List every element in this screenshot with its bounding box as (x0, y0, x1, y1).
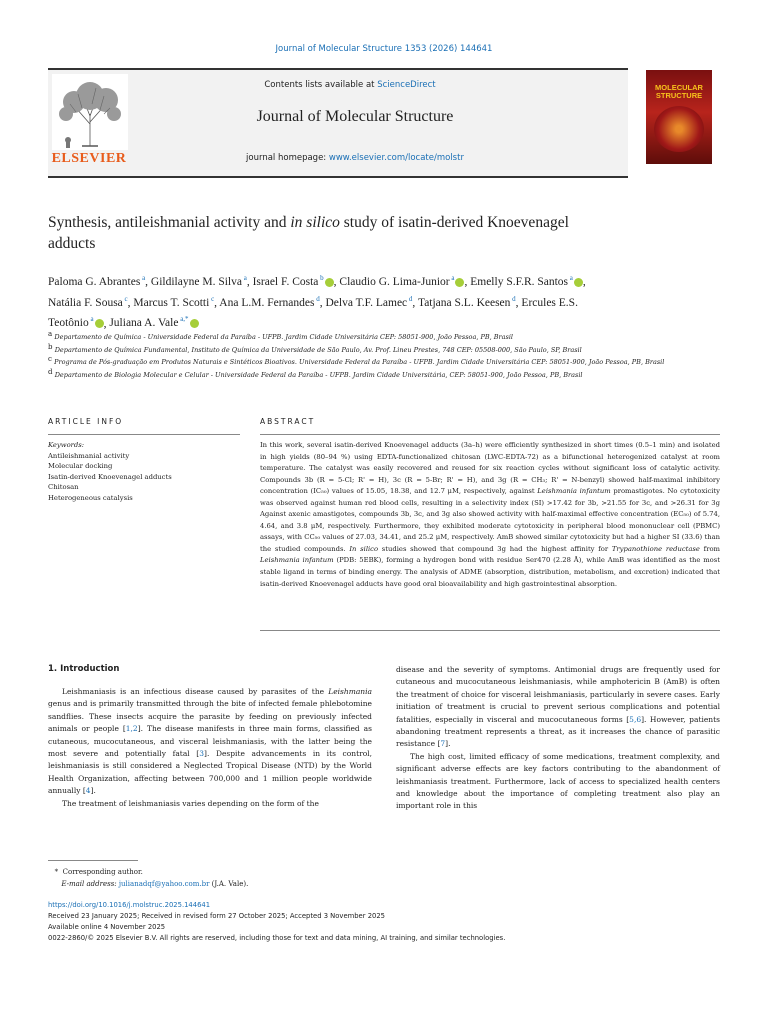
abstract-segment: In this work, several isatin-derived Knoevenagel adducts (3a–h) were efficiently synthesized in short times (0.5–1 min) and isolated in high yields (80–94 %) using EDTA-functionalized chitosan (LWC-EDTA-72) as a bifunctional heterogenized catalyst at room temperature. The catalyst was easily recovered and reused for six reaction cycles without significant loss of catalytic activity. Compounds 3b (R = 5-Cl; R' = H), 3c (R = 5-Br; R' = H), and 3g (R = CH₃; R' = N-benzyl) showed half-maximal inhibitory concentration (IC₅₀) values of 15.05, 18.38, and 12.7 μM, respectively, against (260, 441, 720, 496)
author-affiliation-mark[interactable]: a (88, 315, 94, 324)
author-list (48, 270, 608, 332)
reference-link[interactable]: 7 (440, 739, 446, 749)
title-text-end: study of isatin-derived Knoevenagel adducts (48, 214, 569, 252)
author-name: Emelly S.F.R. Santos (470, 275, 569, 288)
paragraph: The treatment of leishmaniasis varies depending on the form of the (62, 798, 319, 808)
author-affiliation-mark[interactable]: a,* (178, 315, 189, 324)
author-affiliation-mark[interactable]: d (314, 294, 320, 303)
homepage-link[interactable]: www.elsevier.com/locate/molstr (328, 153, 464, 163)
cover-art (654, 106, 704, 152)
author-separator: , (412, 296, 418, 309)
affiliation-mark: c (48, 355, 55, 364)
author-name: Tatjana S.L. Keesen (417, 296, 511, 309)
paragraph (48, 686, 372, 798)
author-name: Israel F. Costa (252, 275, 319, 288)
journal-citation[interactable]: Journal of Molecular Structure 1353 (2026) 144641 (275, 44, 493, 54)
abstract-segment: studies showed that compound 3g had the highest affinity for (378, 544, 612, 553)
affiliation-mark: a (48, 330, 55, 338)
abstract-text (260, 440, 720, 590)
keyword: Antileishmanial activity (48, 451, 130, 460)
author-separator: , (464, 275, 471, 288)
abstract-italic: Leishmania infantum (537, 487, 611, 496)
orcid-icon[interactable] (574, 278, 583, 287)
author-name: Natália F. Sousa (48, 296, 123, 309)
copyright: 0022-2860/© 2025 Elsevier B.V. All rights are reserved, including those for text and data mining, AI training, and similar technologies. (48, 934, 506, 942)
journal-cover-image[interactable] (646, 70, 712, 164)
author-affiliation-mark[interactable]: d (510, 294, 516, 303)
abstract-segment: (PDB: 5EBK), forming a hydrogen bond with residue Ser470 (2.28 Å), while AmB was identified as the most stable ligand in terms of binding energy. The analysis of ADME (absorption, distribution, metabolism, and excretion) indicated that isatin-derived Knoevenagel adducts have good oral bioavailability and high gastrointestinal absorption. (260, 556, 720, 588)
author[interactable] (48, 294, 128, 309)
journal-homepage (130, 153, 580, 163)
introduction-right-column (396, 664, 720, 813)
author-affiliation-mark[interactable]: c (122, 294, 128, 303)
author[interactable] (253, 276, 334, 288)
keyword: Isatin-derived Knoevenagel adducts (48, 472, 172, 481)
text: Leishmaniasis is an infectious disease caused by parasites of the (62, 687, 329, 696)
paragraph: The high cost, limited efficacy of some medications, treatment complexity, and significant adverse effects are key factors contributing to the abandonment of leishmaniasis treatment. Furthermore, lack of access to specialized health centers and knowledge about the importance of completing treatment also play an important role in this (396, 751, 720, 811)
orcid-icon[interactable] (325, 278, 334, 287)
affiliation-text: Departamento de Química - Universidade Federal da Paraíba - UFPB. Jardim Cidade Universitária CEP: 58051-900, João Pessoa, PB, Brasil (54, 333, 513, 342)
article-info-divider (48, 434, 240, 435)
author-name: Ercules E.S. Teotônio (48, 296, 578, 330)
article-metadata (48, 900, 728, 944)
text: ]. However, patients abandoning treatment represents a threat, as it increases the chance of parasitic resistance [ (396, 714, 720, 749)
abstract-heading: ABSTRACT (260, 417, 316, 426)
email-note (48, 878, 548, 890)
orcid-icon[interactable] (190, 319, 199, 328)
affiliation-list (48, 330, 718, 381)
contents-prefix: Contents lists available at (264, 80, 378, 90)
author-name: Paloma G. Abrantes (48, 275, 141, 288)
author-separator: , (103, 317, 110, 330)
abstract-divider (260, 434, 720, 435)
author[interactable] (109, 317, 198, 329)
introduction-heading: 1. Introduction (48, 664, 120, 674)
author-affiliation-mark[interactable]: b (318, 274, 324, 282)
text: genus and is primarily transmitted through the bite of infected female phlebotomine sandflies. These insects acquire the parasite by feeding on previously infected animals or people [ (48, 699, 372, 734)
affiliation-text: Programa de Pós-graduação em Produtos Naturais e Sintéticos Bioativos. Universidade Federal da Paraíba - UFPB. Jardim Cidade Universitária CEP: 58051-900, João Pessoa, PB, Brasil (54, 358, 665, 367)
author-separator: , (145, 275, 151, 288)
article-info-heading: ARTICLE INFO (48, 417, 124, 426)
footnote-divider (48, 860, 138, 861)
reference-link[interactable]: 4 (85, 786, 91, 796)
corresponding-text: Corresponding author. (62, 868, 143, 876)
abstract-segment: promastigotes. No cytotoxicity was observed against human red blood cells, resulting in a selectivity index (SI) >17.42 for 3b, >21.55 for 3c, and >26.31 for 3g Against axenic amastigotes, compounds 3b, 3c, and 3g also showed activity with half-maximal effective concentration (EC₅₀) of 5.74, 4.64, and 3.8 μM, respectively. Furthermore, they exhibited moderate cytotoxicity in peripheral blood mononuclear cell (PBMC) assays, with CC₅₀ values of 27.03, 34.41, and 25.2 μM, respectively. AmB showed similar cytotoxicity but had a higher SI (33.6) than the studied compounds. (260, 487, 720, 553)
author-affiliation-mark[interactable]: a (449, 274, 455, 282)
title-text: Synthesis, antileishmanial activity and (48, 214, 291, 231)
text: disease and the severity of symptoms. Antimonial drugs are frequently used for cutaneous and mucocutaneous leishmaniasis, while amphotericin B (AmB) is often the treatment of choice for visceral leishmaniasis, particularly in severe cases. Early initiation of treatment is crucial to prevent serious complications and potential fatalities, especially in visceral and mucocutaneous forms [ (396, 665, 720, 724)
keywords-section (48, 440, 240, 504)
author-affiliation-mark[interactable]: a (568, 274, 573, 282)
author-separator: , (319, 296, 326, 309)
author-separator: , (582, 275, 586, 288)
journal-title[interactable]: Journal of Molecular Structure (256, 108, 454, 125)
keyword: Molecular docking (48, 462, 113, 471)
author[interactable] (219, 294, 320, 309)
introduction-left-column (48, 686, 372, 810)
doi-link[interactable]: https://doi.org/10.1016/j.molstruc.2025.144641 (48, 901, 211, 909)
keywords-list (48, 451, 240, 504)
author[interactable] (470, 276, 583, 288)
orcid-icon[interactable] (95, 319, 104, 328)
abstract-italic: In silico (349, 544, 379, 553)
author-affiliation-mark[interactable]: a (140, 274, 146, 282)
author-affiliation-mark[interactable]: d (407, 294, 413, 303)
abstract-bottom-divider (260, 630, 720, 631)
publisher-name[interactable]: ELSEVIER (51, 151, 127, 166)
text: ]. (90, 786, 96, 796)
author[interactable] (325, 294, 413, 309)
author-affiliation-mark[interactable]: c (209, 294, 215, 303)
header-divider (48, 176, 628, 178)
contents-available (130, 80, 570, 90)
author[interactable] (133, 294, 215, 309)
keywords-label: Keywords: (48, 441, 85, 449)
author[interactable] (339, 276, 464, 288)
reference-link[interactable]: 5,6 (629, 714, 642, 724)
text: ]. (445, 739, 451, 749)
abstract-italic: Trypanothione reductase (611, 544, 700, 553)
affiliation-text: Departamento de Química Fundamental, Instituto de Química da Universidade de São Paulo, Av. Prof. Lineu Prestes, 748 CEP: 05508-000, São Paulo, SP, Brasil (54, 345, 582, 354)
email-link[interactable]: julianadqf@yahoo.com.br (118, 880, 210, 888)
author-separator: , (515, 296, 522, 309)
homepage-prefix: journal homepage: (246, 153, 329, 163)
affiliation (48, 330, 718, 343)
footnotes (48, 866, 548, 890)
author-separator: , (246, 275, 253, 288)
cover-title: MOLECULAR STRUCTURE (655, 83, 703, 100)
author-name: Ana L.M. Fernandes (219, 296, 315, 309)
affiliation-text: Departamento de Biologia Molecular e Celular - Universidade Federal da Paraíba - UFPB. Jardim Cidade Universitária, CEP: 58051-900, João Pessoa, PB, Brasil (54, 371, 583, 380)
author-affiliation-mark[interactable]: a (241, 274, 247, 282)
affiliation-mark: d (48, 367, 55, 376)
italic-text: Leishmania (328, 687, 372, 696)
affiliation (48, 343, 718, 356)
author[interactable] (417, 294, 516, 309)
available-online: Available online 4 November 2025 (48, 923, 166, 931)
author[interactable] (151, 276, 247, 288)
author-separator: , (127, 296, 134, 309)
text: ]. The disease manifests in three main forms, classified as cutaneous, mucocutaneous, and visceral leishmaniasis, with the latter being the most severe and potentially fatal [ (48, 724, 372, 759)
affiliation-mark: b (48, 342, 55, 351)
author-separator: , (333, 275, 340, 288)
author-name: Delva T.F. Lamec (325, 296, 408, 309)
author-name: Gildilayne M. Silva (150, 275, 242, 288)
title-italic-text: in silico (290, 214, 340, 231)
received-dates: Received 23 January 2025; Received in revised form 27 October 2025; Accepted 3 November 2025 (48, 912, 385, 920)
author-separator: , (214, 296, 220, 309)
abstract-segment: from (699, 544, 720, 553)
author-name: Claudio G. Lima-Junior (339, 275, 450, 288)
email-suffix: (J.A. Vale). (209, 880, 249, 888)
author-name: Marcus T. Scotti (133, 296, 210, 309)
text: ]. Despite advancements in its control, leishmaniasis is still considered a Neglected Tropical Disease (NTD) by the World Health Organization, affecting between 700,000 and 1 million people worldwide annually [ (48, 749, 373, 796)
email-label: E-mail address: (61, 880, 119, 888)
reference-link[interactable]: 3 (199, 749, 205, 759)
sciencedirect-link[interactable]: ScienceDirect (377, 80, 436, 90)
keyword: Chitosan (48, 483, 79, 492)
abstract-italic: Leishmania infantum (260, 556, 334, 565)
author-name: Juliana A. Vale (109, 317, 179, 330)
reference-link[interactable]: 1,2 (125, 724, 138, 734)
corresponding-author-note: * Corresponding author. (48, 868, 143, 876)
affiliation (48, 355, 718, 368)
paragraph (396, 664, 720, 751)
paper-title (48, 212, 608, 254)
keyword: Heterogeneous catalysis (48, 493, 133, 502)
author[interactable] (48, 276, 145, 288)
affiliation (48, 368, 718, 381)
